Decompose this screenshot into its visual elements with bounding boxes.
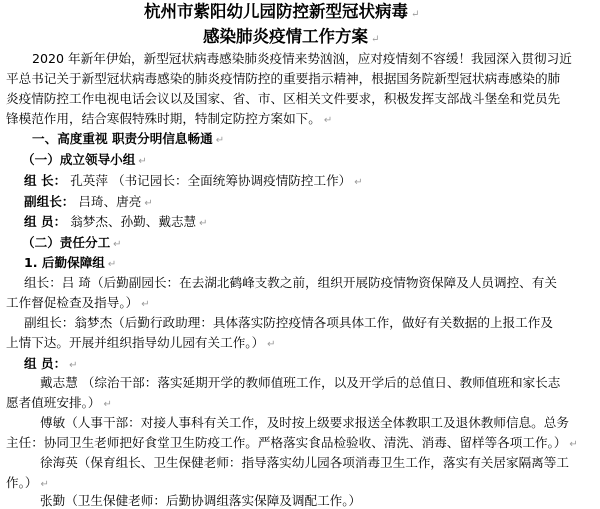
leader-label: 组 长： bbox=[24, 173, 67, 188]
duty-6-line-1-partial: 张勤（卫生保健老师：后勤协调组落实保障及调配工作。） bbox=[40, 493, 362, 508]
intro-line-3: 炎疫情防控工作电视电话会议以及国家、省、市、区相关文件要求，积极发挥支部战斗堡垒和党员先 bbox=[6, 91, 561, 106]
members-value: 翁梦杰、孙勤、戴志慧 bbox=[70, 214, 197, 229]
members-label: 组 员： bbox=[24, 214, 67, 229]
duty-5-line-2: 作。） ↵ bbox=[6, 475, 49, 490]
duty-4-line-1: 傅敏（人事干部：对接人事科有关工作，及时按上级要求报送全体教职工及退休教师信息。总务 bbox=[40, 415, 569, 430]
intro-line-4: 锋模范作用，结合寒假特殊时期，特制定防控方案如下。 ↵ bbox=[6, 111, 333, 126]
duty-2-line-2: 上情下达。开展并组织指导幼儿园有关工作。） ↵ bbox=[6, 335, 276, 350]
logistics-group-heading: 1. 后勤保障组 ↵ bbox=[24, 255, 117, 270]
group-members-label: 组 员： ↵ bbox=[24, 356, 78, 371]
members-row: 组 员： 翁梦杰、孙勤、戴志慧 ↵ bbox=[24, 214, 208, 229]
deputy-label: 副组长： bbox=[24, 194, 75, 209]
subsection-leadership-group: （一）成立领导小组 ↵ bbox=[22, 152, 147, 167]
intro-line-1: 2020 年新年伊始，新型冠状病毒感染肺炎疫情来势汹汹，应对疫情刻不容缓！我园深入贯彻习近 bbox=[32, 51, 572, 66]
section-heading-1: 一、高度重视 职责分明信息畅通 ↵ bbox=[32, 131, 225, 146]
document-title-line2: 感染肺炎疫情工作方案 ↵ bbox=[203, 27, 380, 46]
leader-value: 孔英萍 （书记园长：全面统筹协调疫情防控工作） bbox=[70, 173, 352, 188]
intro-line-2: 平总书记关于新型冠状病毒感染的肺炎疫情防控的重要指示精神，根据国务院新型冠状病毒感染的肺 bbox=[6, 71, 561, 86]
duty-5-line-1: 徐海英（保育组长、卫生保健老师：指导落实幼儿园各项消毒卫生工作，落实有关居家隔离等工 bbox=[40, 455, 569, 470]
leader-row: 组 长： 孔英萍 （书记园长：全面统筹协调疫情防控工作） ↵ bbox=[24, 173, 363, 188]
duty-3-line-2: 愿者值班安排。） ↵ bbox=[6, 395, 112, 410]
subsection-duties: （二）责任分工 ↵ bbox=[22, 235, 122, 250]
duty-1-line-1: 组长：吕 琦（后勤副园长：在去湖北鹤峰支教之前，组织开展防疫情物资保障及人员调控、有关 bbox=[24, 275, 557, 290]
deputy-row: 副组长： 吕琦、唐亮 ↵ bbox=[24, 194, 153, 209]
deputy-value: 吕琦、唐亮 bbox=[78, 194, 142, 209]
duty-3-line-1: 戴志慧 （综治干部：落实延期开学的教师值班工作，以及开学后的总值日、教师值班和家长志 bbox=[40, 375, 561, 390]
duty-1-line-2: 工作督促检查及指导。） ↵ bbox=[6, 295, 150, 310]
duty-2-line-1: 副组长：翁梦杰（后勤行政助理：具体落实防控疫情各项具体工作，做好有关数据的上报工作及 bbox=[24, 315, 553, 330]
duty-4-line-2: 主任：协同卫生老师把好食堂卫生防疫工作。严格落实食品检验收、清洗、消毒、留样等各项工作。） ↵ bbox=[6, 435, 578, 450]
document-title-line1: 杭州市紫阳幼儿园防控新型冠状病毒 ↵ bbox=[144, 2, 420, 21]
